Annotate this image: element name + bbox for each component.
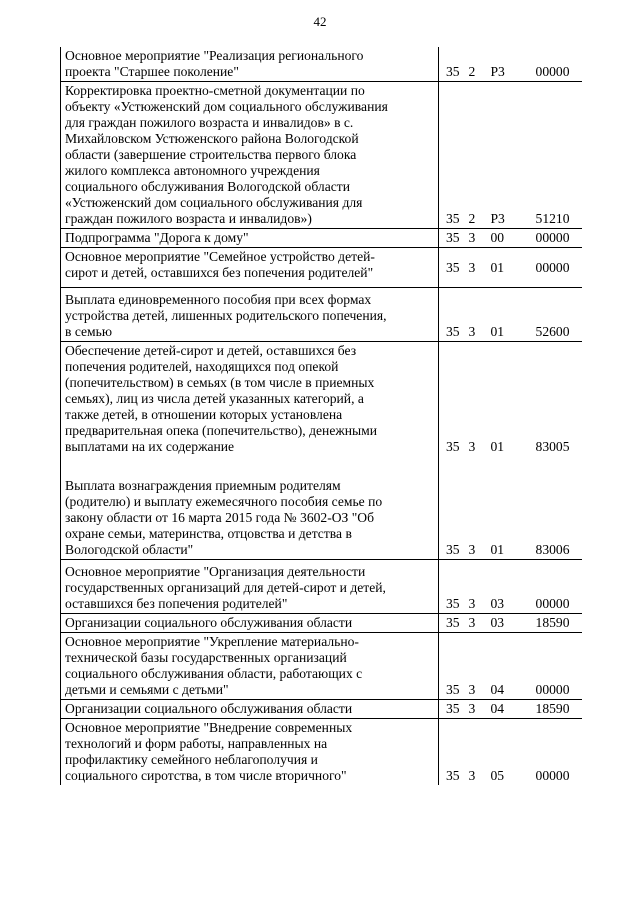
code-event: 01 xyxy=(487,456,519,560)
code-direction: 00000 xyxy=(519,633,582,700)
page-number: 42 xyxy=(313,14,327,29)
row-description: Организации социального обслуживания области xyxy=(61,614,439,633)
table-row xyxy=(61,456,582,560)
table-row xyxy=(61,342,582,457)
code-section: 35 xyxy=(439,47,465,82)
code-subprogram: 3 xyxy=(465,229,487,248)
code-section: 35 xyxy=(439,288,465,342)
code-event: P3 xyxy=(487,47,519,82)
table-row xyxy=(61,719,582,786)
row-description: Корректировка проектно-сметной документации по объекту «Устюженский дом социального обслуживания для граждан пожилого возраста и инвалидов» в с. Михайловском Устюженского района Вологодской области (завершение строительства первого блока жилого комплекса автономного учреждения социального обслуживания Вологодской области «Устюженский дом социального обслуживания для граждан пожилого возраста и инвалидов») xyxy=(61,82,439,229)
code-subprogram: 3 xyxy=(465,288,487,342)
row-description: Основное мероприятие "Реализация регионального проекта "Старшее поколение" xyxy=(61,47,439,82)
table-row xyxy=(61,633,582,700)
code-direction: 18590 xyxy=(519,700,582,719)
code-event: 03 xyxy=(487,614,519,633)
row-description: Основное мероприятие "Организация деятельности государственных организаций для детей-сирот и детей, оставшихся без попечения родителей" xyxy=(61,560,439,614)
code-section: 35 xyxy=(439,82,465,229)
code-subprogram: 3 xyxy=(465,560,487,614)
code-section: 35 xyxy=(439,700,465,719)
row-description: Выплата единовременного пособия при всех формах устройства детей, лишенных родительского попечения, в семью xyxy=(61,288,439,342)
code-section: 35 xyxy=(439,456,465,560)
code-section: 35 xyxy=(439,633,465,700)
code-section: 35 xyxy=(439,229,465,248)
table-row xyxy=(61,614,582,633)
table-row xyxy=(61,82,582,229)
code-direction: 00000 xyxy=(519,248,582,288)
row-description: Обеспечение детей-сирот и детей, оставшихся без попечения родителей, находящихся под опекой (попечительством) в семьях (в том числе в приемных семьях), лиц из числа детей указанных категорий, а также детей, в отношении которых установлена предварительная опека (попечительство), денежными выплатами на их содержание xyxy=(61,342,439,457)
row-description: Организации социального обслуживания области xyxy=(61,700,439,719)
code-event: 01 xyxy=(490,439,505,454)
code-event: 01 xyxy=(487,248,519,288)
code-direction: 83006 xyxy=(519,456,582,560)
code-subprogram: 2 xyxy=(465,82,487,229)
code-section: 35 xyxy=(446,439,460,454)
table-row xyxy=(61,229,582,248)
code-subprogram: 3 xyxy=(468,439,476,454)
code-event: P3 xyxy=(487,82,519,229)
table-row xyxy=(61,288,582,342)
code-subprogram: 3 xyxy=(465,248,487,288)
code-event: 04 xyxy=(487,700,519,719)
code-direction: 00000 xyxy=(519,229,582,248)
budget-classification-table xyxy=(60,47,582,785)
code-direction: 00000 xyxy=(535,768,570,783)
code-event: 03 xyxy=(487,560,519,614)
code-subprogram: 2 xyxy=(465,47,487,82)
code-direction: 00000 xyxy=(519,47,582,82)
row-description: Основное мероприятие "Семейное устройство детей- сирот и детей, оставшихся без попечения родителей" xyxy=(61,248,439,288)
code-subprogram: 3 xyxy=(465,700,487,719)
row-description: Подпрограмма "Дорога к дому" xyxy=(61,229,439,248)
code-section: 35 xyxy=(439,614,465,633)
code-section: 35 xyxy=(439,560,465,614)
row-description: Выплата вознаграждения приемным родителям (родителю) и выплату ежемесячного пособия семье по закону области от 16 марта 2015 года № 3602-ОЗ "Об охране семьи, материнства, отцовства и детства в Вологодской области" xyxy=(61,456,439,560)
row-description: Основное мероприятие "Укрепление материально- технической базы государственных организаций социального обслуживания области, работающих с детьми и семьями с детьми" xyxy=(61,633,439,700)
code-section: 35 xyxy=(446,768,460,783)
code-direction: 00000 xyxy=(519,560,582,614)
code-section: 35 xyxy=(439,248,465,288)
code-direction: 52600 xyxy=(519,288,582,342)
code-direction: 83005 xyxy=(535,439,570,454)
code-subprogram: 3 xyxy=(468,768,476,783)
code-event: 05 xyxy=(490,768,505,783)
code-event: 04 xyxy=(487,633,519,700)
table-row xyxy=(61,700,582,719)
table-row xyxy=(61,47,582,82)
code-direction: 18590 xyxy=(519,614,582,633)
code-subprogram: 3 xyxy=(465,633,487,700)
code-subprogram: 3 xyxy=(465,614,487,633)
code-event: 00 xyxy=(487,229,519,248)
table-row xyxy=(61,248,582,288)
row-description: Основное мероприятие "Внедрение современных технологий и форм работы, направленных на профилактику семейного неблагополучия и социального сиротства, в том числе вторичного" xyxy=(61,719,439,786)
code-subprogram: 3 xyxy=(465,456,487,560)
code-direction: 51210 xyxy=(519,82,582,229)
code-event: 01 xyxy=(487,288,519,342)
table-row xyxy=(61,560,582,614)
